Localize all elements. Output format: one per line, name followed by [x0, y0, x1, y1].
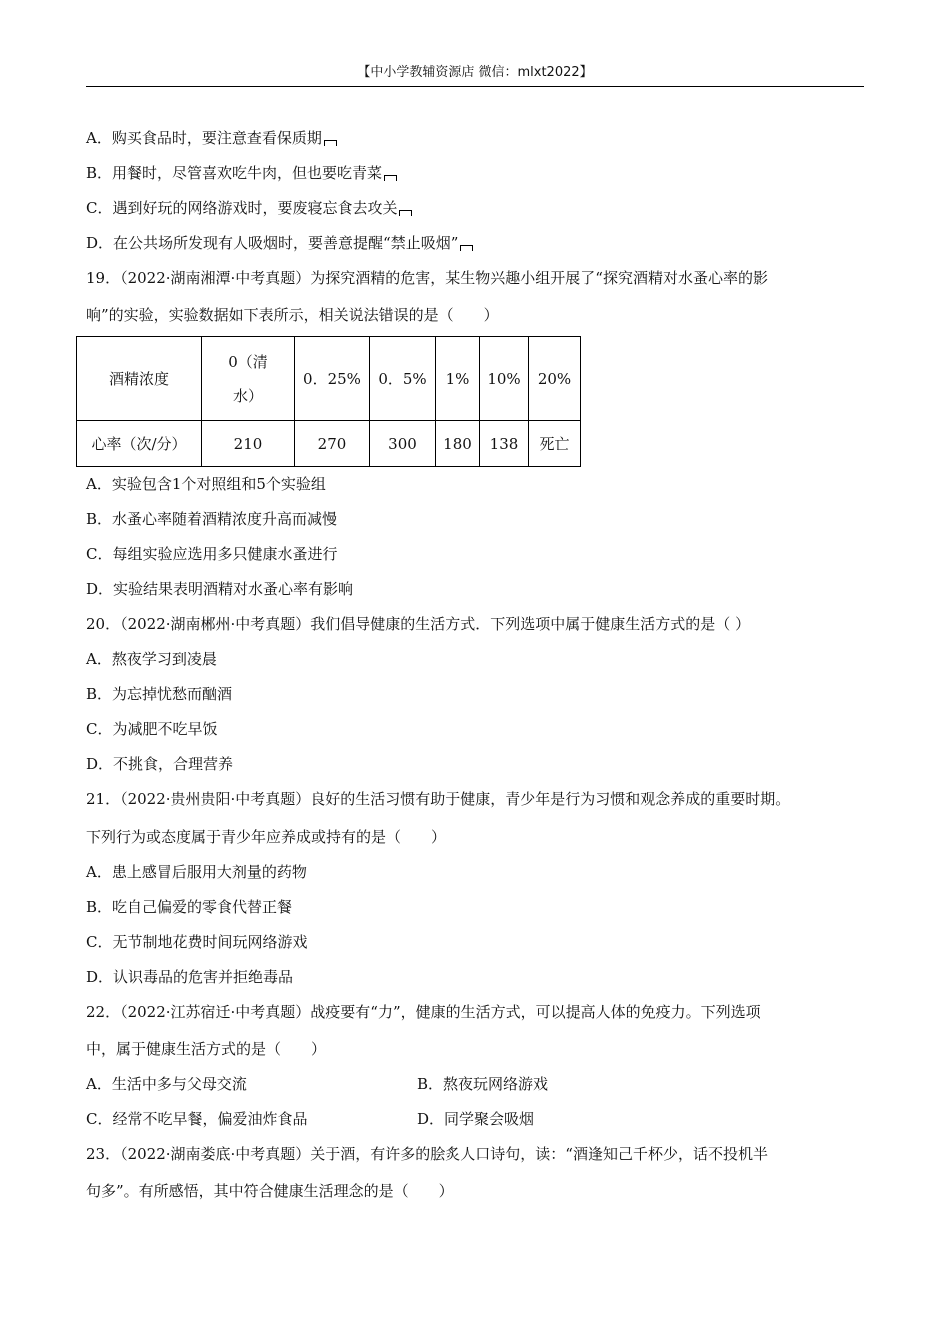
- table-row: [77, 337, 581, 421]
- q20-option-b[interactable]: B．为忘掉忧愁而酗酒: [86, 685, 233, 703]
- q23-stem-line1: 23．（2022·湖南娄底·中考真题）关于酒，有许多的脍炙人口诗句，读：“酒逢知己千杯少，话不投机半: [86, 1145, 768, 1163]
- table-cell: 1%: [436, 337, 480, 421]
- q19-option-d[interactable]: D．实验结果表明酒精对水蚤心率有影响: [86, 580, 354, 598]
- table-row: [77, 421, 581, 467]
- q21-option-c[interactable]: C．无节制地花费时间玩网络游戏: [86, 933, 308, 951]
- q22-stem-line1: 22．（2022·江苏宿迁·中考真题）战疫要有“力”，健康的生活方式，可以提高人体的免疫力。下列选项: [86, 1003, 761, 1021]
- table-cell: 270: [295, 421, 370, 467]
- q20-option-a[interactable]: A．熬夜学习到凌晨: [86, 650, 217, 668]
- table-cell: 0．5%: [370, 337, 436, 421]
- q19-option-c[interactable]: C．每组实验应选用多只健康水蚤进行: [86, 545, 338, 563]
- table-cell: 138: [480, 421, 529, 467]
- q22-option-a[interactable]: A．生活中多与父母交流: [86, 1075, 247, 1093]
- blank-mark: [384, 175, 397, 181]
- q21-option-a[interactable]: A．患上感冒后服用大剂量的药物: [86, 863, 307, 881]
- table-cell: 0（清水）: [202, 337, 295, 421]
- q19-option-b[interactable]: B．水蚤心率随着酒精浓度升高而减慢: [86, 510, 338, 528]
- q21-stem-line1: 21．（2022·贵州贵阳·中考真题）良好的生活习惯有助于健康，青少年是行为习惯和观念养成的重要时期。: [86, 790, 791, 808]
- table-cell: 死亡: [529, 421, 581, 467]
- page-header: 【中小学教辅资源店 微信：mlxt2022】: [86, 64, 864, 87]
- q18-option-d[interactable]: D．在公共场所发现有人吸烟时，要善意提醒“禁止吸烟”: [86, 232, 473, 254]
- experiment-table: [76, 336, 581, 467]
- table-cell: 210: [202, 421, 295, 467]
- q20-option-c[interactable]: C．为减肥不吃早饭: [86, 720, 218, 738]
- q18-option-a[interactable]: A．购买食品时，要注意查看保质期: [86, 127, 337, 149]
- q20-option-d[interactable]: D．不挑食，合理营养: [86, 755, 234, 773]
- blank-mark: [460, 245, 473, 251]
- q21-option-b[interactable]: B．吃自己偏爱的零食代替正餐: [86, 898, 293, 916]
- table-cell: 300: [370, 421, 436, 467]
- table-row-header: 酒精浓度: [77, 337, 202, 421]
- q20-stem: 20．（2022·湖南郴州·中考真题）我们倡导健康的生活方式．下列选项中属于健康生活方式的是（ ）: [86, 615, 751, 633]
- table-row-header: 心率（次/分）: [77, 421, 202, 467]
- table-cell: 20%: [529, 337, 581, 421]
- q22-option-d[interactable]: D．同学聚会吸烟: [417, 1110, 535, 1128]
- blank-mark: [399, 210, 412, 216]
- q21-option-d[interactable]: D．认识毒品的危害并拒绝毒品: [86, 968, 294, 986]
- q22-option-b[interactable]: B．熬夜玩网络游戏: [417, 1075, 549, 1093]
- q21-stem-line2: 下列行为或态度属于青少年应养成或持有的是（ ）: [86, 828, 447, 846]
- q18-option-c[interactable]: C．遇到好玩的网络游戏时，要废寝忘食去攻关: [86, 197, 412, 219]
- q22-option-c[interactable]: C．经常不吃早餐，偏爱油炸食品: [86, 1110, 308, 1128]
- q23-stem-line2: 句多”。有所感悟，其中符合健康生活理念的是（ ）: [86, 1182, 454, 1200]
- q19-option-a[interactable]: A．实验包含1个对照组和5个实验组: [86, 475, 326, 493]
- table-cell: 0．25%: [295, 337, 370, 421]
- table-cell: 180: [436, 421, 480, 467]
- blank-mark: [324, 140, 337, 146]
- table-cell: 10%: [480, 337, 529, 421]
- q19-stem-line2: 响”的实验，实验数据如下表所示，相关说法错误的是（ ）: [86, 306, 499, 324]
- q22-stem-line2: 中，属于健康生活方式的是（ ）: [86, 1040, 327, 1058]
- q18-option-b[interactable]: B．用餐时，尽管喜欢吃牛肉，但也要吃青菜: [86, 162, 397, 184]
- q19-stem-line1: 19．（2022·湖南湘潭·中考真题）为探究酒精的危害，某生物兴趣小组开展了“探究酒精对水蚤心率的影: [86, 269, 768, 287]
